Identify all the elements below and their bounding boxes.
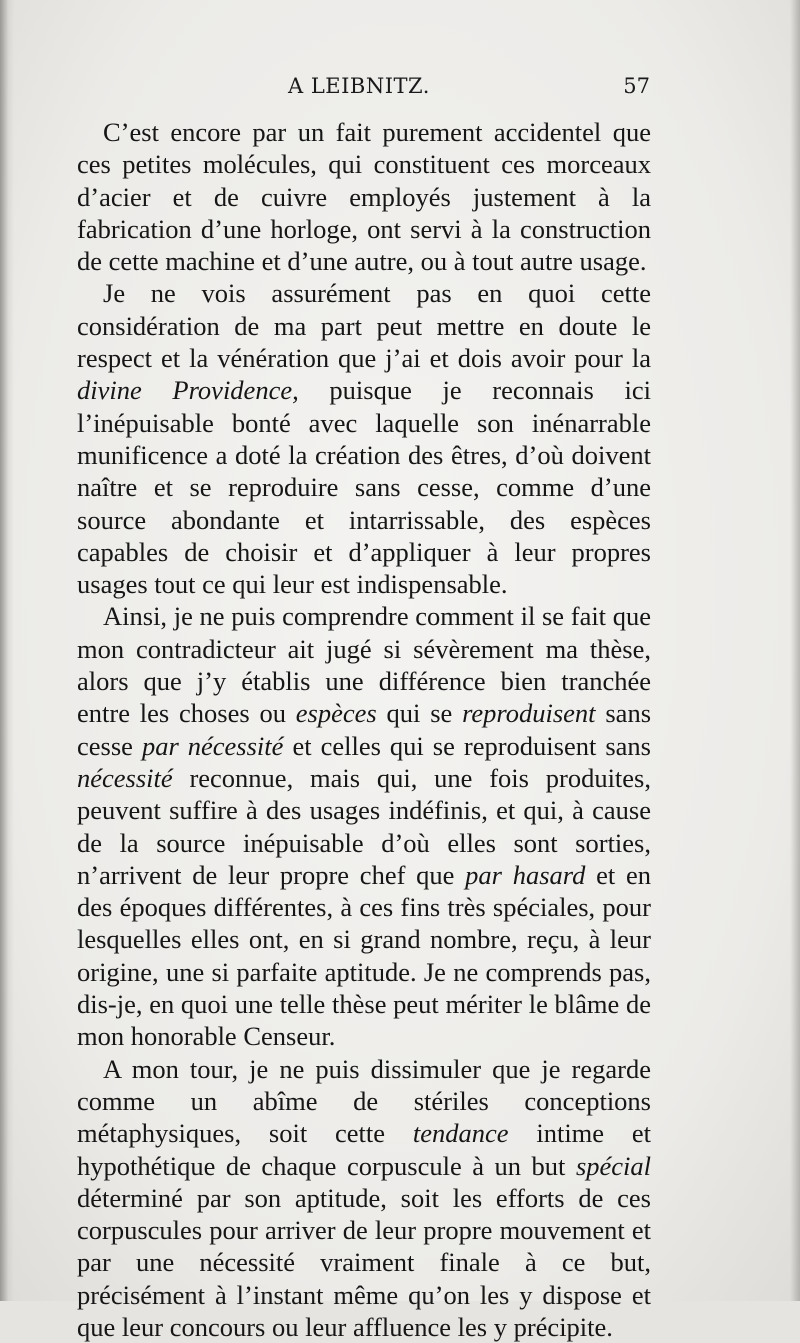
italic-especes: espèces: [295, 698, 377, 729]
italic-special: spécial: [575, 1150, 651, 1181]
page-header: [76, 74, 650, 104]
italic-necessite: nécessité: [77, 762, 173, 793]
italic-par-hasard: par hasard: [465, 859, 586, 890]
paragraph-2: [77, 277, 651, 600]
paragraph-3-text-a: Ainsi, je ne puis comprendre comment il se fait que mon contradicteur ait jugé si sévèrement ma thèse, alors que j’y établis une différence bien tranchée entre les choses ou: [77, 601, 651, 729]
italic-tendance: tendance: [412, 1118, 509, 1149]
page-edge-shadow-left: [0, 0, 14, 1301]
paragraph-3-text-f: et en des époques différentes, à ces fins très spéciales, pour lesquelles elles ont, en si grand nombre, reçu, à leur origine, une si parfaite aptitude. Je ne comprends pas, dis-je, en quoi une telle thèse peut mériter le blâme de mon honorable Censeur.: [77, 859, 651, 1052]
paragraph-3-text-c: sans cesse: [77, 698, 652, 761]
paragraph-1-text: C’est encore par un fait purement accidentel que ces petites molécules, qui constituent ces morceaux d’acier et de cuivre employés justement à la fabrication d’une horloge, ont servi à la construction de cette machine et d’une autre, ou à tout autre usage.: [77, 117, 651, 277]
paragraph-3-text-e: reconnue, mais qui, une fois produites, peuvent suffire à des usages indéfinis, et qui, à cause de la source inépuisable d’où elles sont sorties, n’arrivent de leur propre chef que: [77, 762, 651, 890]
paragraph-2-text-a: Je ne vois assurément pas en quoi cette considération de ma part peut mettre en doute le respect et la vénération que j’ai et dois avoir pour la: [77, 278, 651, 374]
paragraph-4: [77, 1053, 651, 1343]
paragraph-4-text-a: A mon tour, je ne puis dissimuler que je regarde comme un abîme de stériles conceptions métaphysiques, soit cette: [77, 1053, 651, 1149]
paragraph-1: [77, 116, 651, 277]
paragraph-4-text-b: intime et hypothétique de chaque corpuscule à un but: [77, 1118, 651, 1181]
paragraph-4-text-c: déterminé par son aptitude, soit les efforts de ces corpuscules pour arriver de leur propre mouvement et par une nécessité vraiment finale à ce but, précisément à l’instant même qu’on les y dispose et que leur concours ou leur affluence les y précipite.: [77, 1182, 651, 1342]
paragraph-3-text-b: qui se: [376, 698, 463, 729]
paragraph-3-text-d: et celles qui se reproduisent sans: [283, 730, 651, 761]
body-text: [77, 116, 651, 1343]
running-head: A LEIBNITZ.: [288, 74, 430, 98]
paragraph-3: [77, 600, 651, 1052]
page-number: 57: [623, 74, 650, 98]
paragraph-2-text-b: puisque je reconnais ici l’inépuisable bonté avec laquelle son inénarrable munificence a doté la création des êtres, d’où doivent naître et se reproduire sans cesse, comme d’une source abondante et intarrissable, des espèces capables de choisir et d’appliquer à leur propres usages tout ce qui leur est indispensable.: [77, 375, 651, 600]
italic-divine-providence: divine Providence,: [77, 375, 299, 406]
italic-reproduisent: reproduisent: [462, 698, 596, 729]
page-edge-shadow-right: [790, 0, 800, 1301]
italic-par-necessite: par nécessité: [141, 730, 284, 761]
